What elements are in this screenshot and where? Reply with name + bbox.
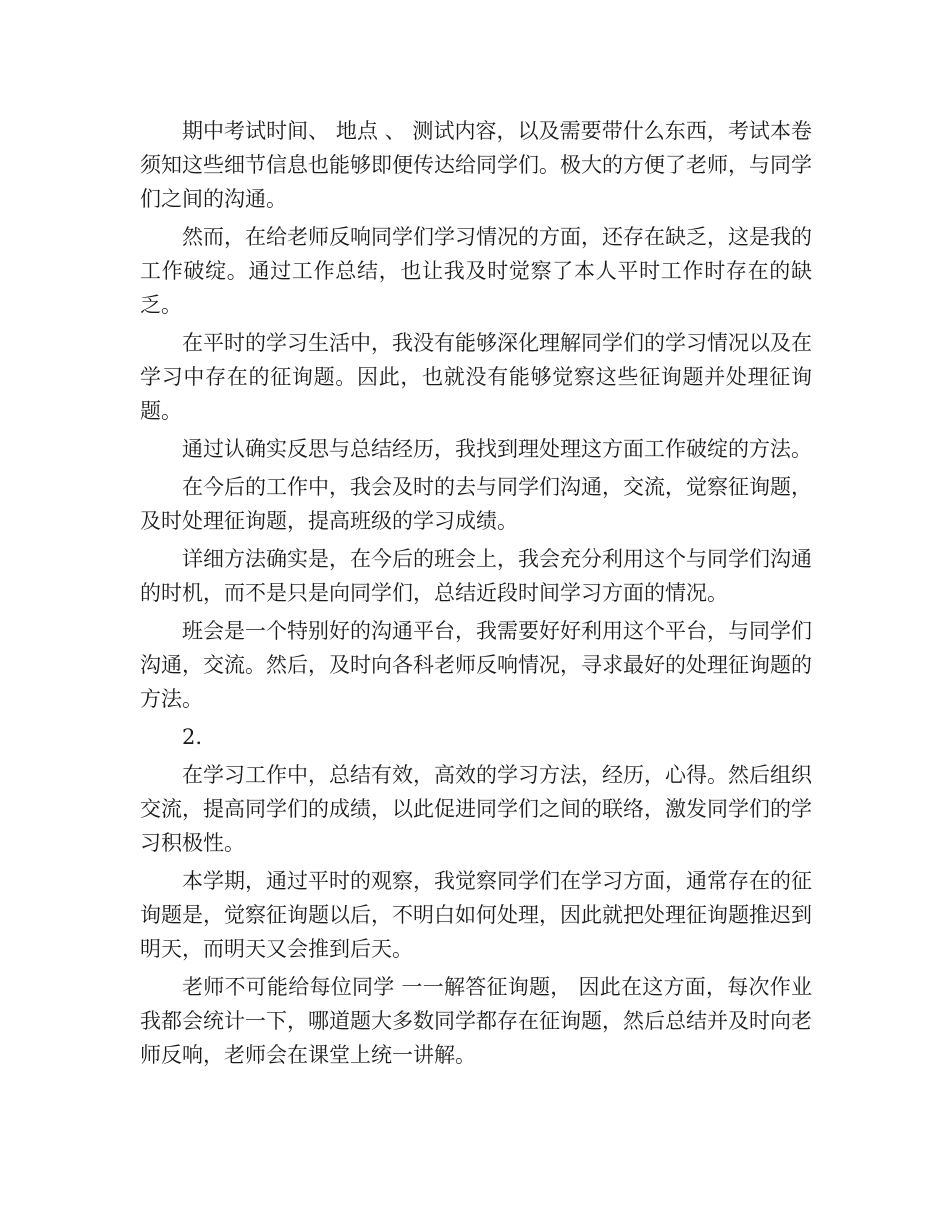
paragraph: 然而，在给老师反响同学们学习情况的方面，还存在缺乏，这是我的工作破绽。通过工作总结，也让我及时觉察了本人平时工作时存在的缺乏。: [140, 225, 812, 317]
paragraph: 老师不可能给每位同学 一一解答征询题， 因此在这方面，每次作业我都会统计一下，哪道题大多数同学都存在征询题，然后总结并及时向老师反响，老师会在课堂上统一讲解。: [140, 975, 812, 1067]
paragraph: 在今后的工作中，我会及时的去与同学们沟通，交流，觉察征询题，及时处理征询题，提高班级的学习成绩。: [140, 475, 812, 533]
paragraph: 详细方法确实是，在今后的班会上，我会充分利用这个与同学们沟通的时机，而不是只是向同学们，总结近段时间学习方面的情况。: [140, 547, 812, 605]
paragraph: 在学习工作中，总结有效，高效的学习方法，经历，心得。然后组织交流，提高同学们的成绩，以此促进同学们之间的联络，激发同学们的学习积极性。: [140, 763, 812, 855]
paragraph: 期中考试时间、 地点 、 测试内容，以及需要带什么东西，考试本卷须知这些细节信息也能够即便传达给同学们。极大的方便了老师，与同学们之间的沟通。: [140, 119, 812, 211]
document-body: [140, 114, 812, 1076]
paragraph: 在平时的学习生活中，我没有能够深化理解同学们的学习情况以及在学习中存在的征询题。因此，也就没有能够觉察这些征询题并处理征询题。: [140, 331, 812, 423]
section-number: 2.: [182, 725, 203, 749]
paragraph: 班会是一个特别好的沟通平台，我需要好好利用这个平台，与同学们沟通，交流。然后，及时向各科老师反响情况，寻求最好的处理征询题的方法。: [140, 619, 812, 711]
paragraph: 通过认确实反思与总结经历，我找到理处理这方面工作破绽的方法。: [182, 437, 812, 461]
paragraph: 本学期，通过平时的观察，我觉察同学们在学习方面，通常存在的征询题是，觉察征询题以后，不明白如何处理，因此就把处理征询题推迟到明天，而明天又会推到后天。: [140, 869, 812, 961]
